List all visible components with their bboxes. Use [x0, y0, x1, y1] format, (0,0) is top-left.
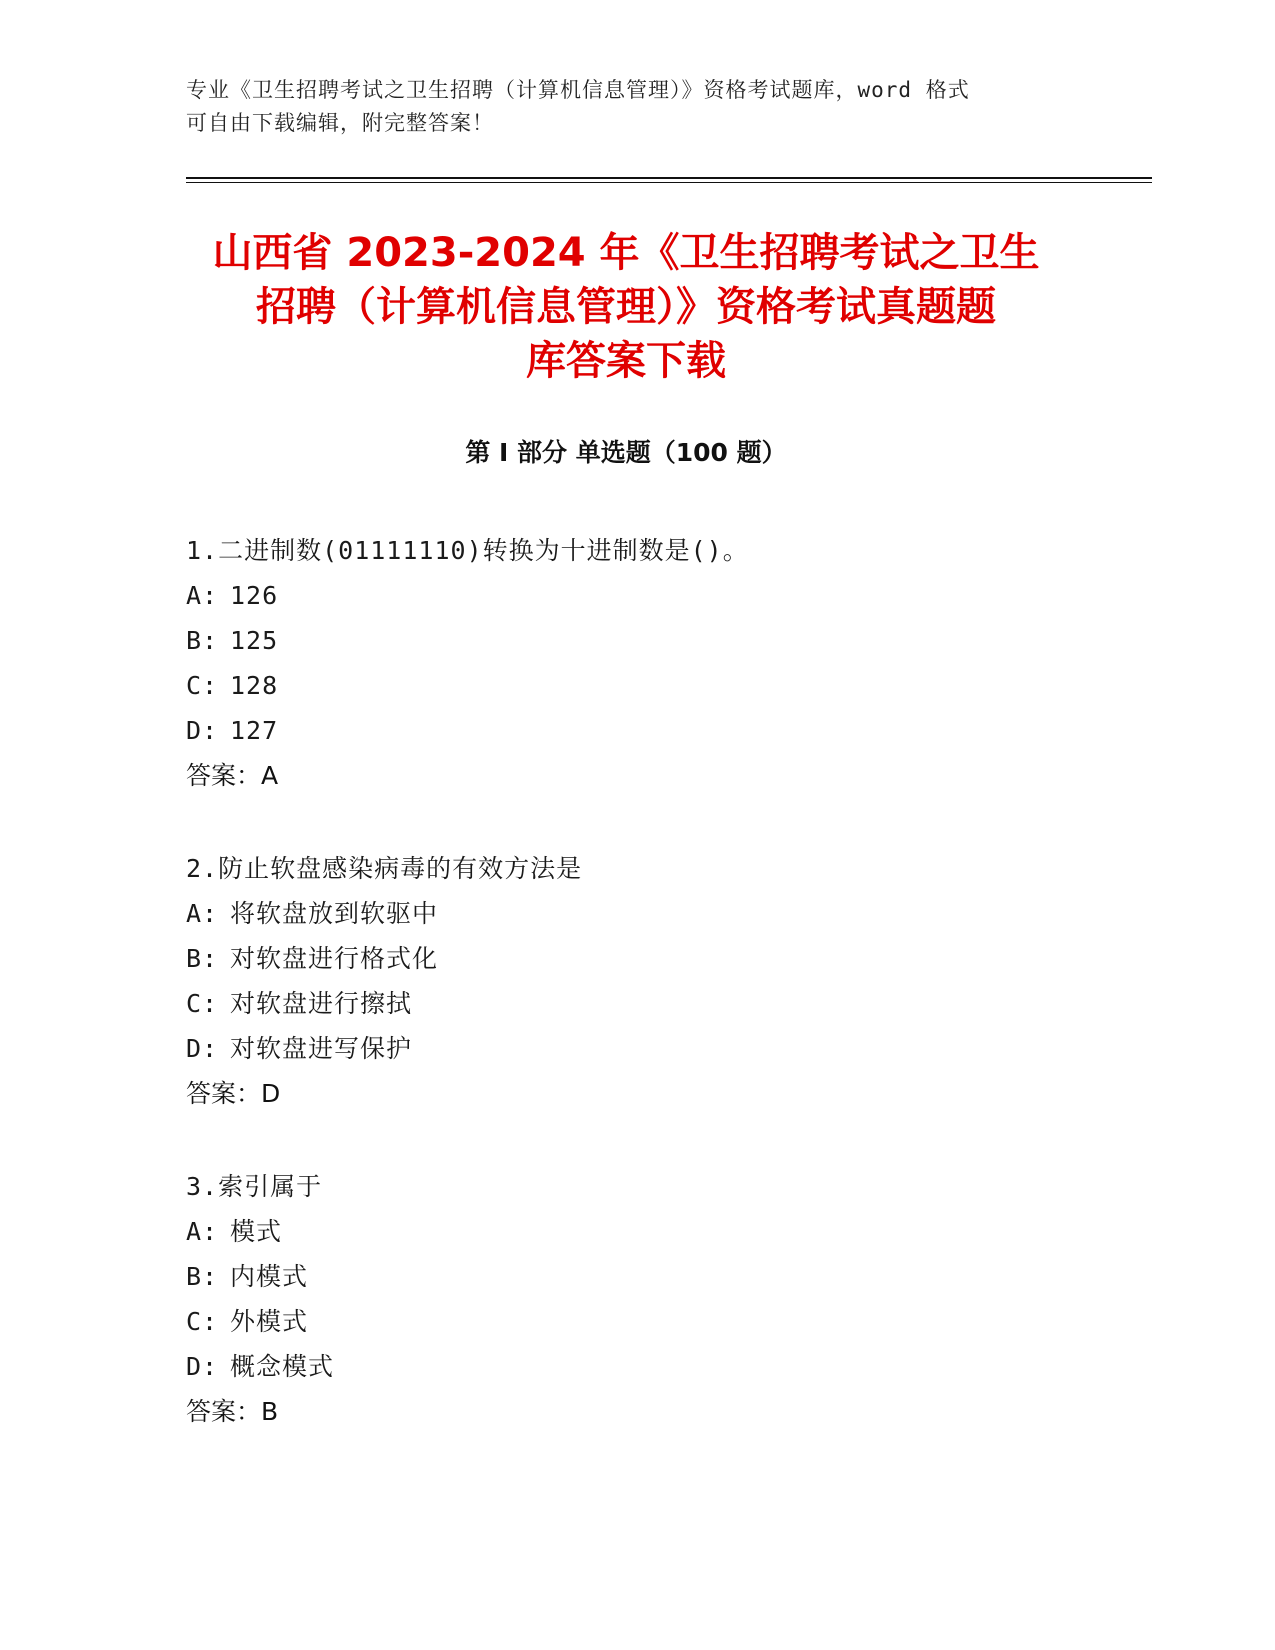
option-d: [186, 1026, 1086, 1071]
option-key: B:: [186, 1262, 219, 1291]
option-text: 125: [230, 626, 279, 655]
question-text: 2.防止软盘感染病毒的有效方法是: [186, 854, 583, 883]
option-key: D:: [186, 1352, 219, 1381]
option-text: 内模式: [230, 1262, 309, 1291]
option-text: 对软盘进行格式化: [230, 944, 439, 973]
answer: 答案：A: [186, 761, 279, 790]
section-title: 第 I 部分 单选题（100 题）: [465, 438, 787, 467]
question-text: 3.索引属于: [186, 1172, 323, 1201]
option-a: [186, 1209, 1086, 1254]
option-text: 对软盘进行擦拭: [230, 989, 413, 1018]
option-c: [186, 981, 1086, 1026]
option-key: A:: [186, 899, 219, 928]
option-text: 概念模式: [230, 1352, 335, 1381]
option-d: [186, 708, 1086, 753]
option-text: 外模式: [230, 1307, 309, 1336]
option-key: A:: [186, 581, 219, 610]
question-3: [186, 1164, 1086, 1434]
option-key: C:: [186, 1307, 219, 1336]
option-text: 将软盘放到软驱中: [230, 899, 439, 928]
option-key: B:: [186, 626, 219, 655]
header-note-line-2: 可自由下载编辑，附完整答案！: [186, 111, 494, 135]
header-note-line-1: 专业《卫生招聘考试之卫生招聘（计算机信息管理）》资格考试题库，word 格式: [186, 78, 970, 102]
option-d: [186, 1344, 1086, 1389]
option-b: [186, 1254, 1086, 1299]
option-a: [186, 573, 1086, 618]
question-1: [186, 528, 1086, 798]
option-text: 126: [230, 581, 279, 610]
header-rule-thin: [186, 182, 1152, 183]
option-key: A:: [186, 1217, 219, 1246]
option-a: [186, 891, 1086, 936]
question-2: [186, 846, 1086, 1116]
header-note: [186, 74, 1066, 140]
answer: 答案：D: [186, 1079, 281, 1108]
option-c: [186, 1299, 1086, 1344]
answer: 答案：B: [186, 1397, 279, 1426]
option-b: [186, 618, 1086, 663]
option-key: D:: [186, 716, 219, 745]
option-text: 对软盘进写保护: [230, 1034, 413, 1063]
option-key: D:: [186, 1034, 219, 1063]
option-b: [186, 936, 1086, 981]
document-title-line-2: 招聘（计算机信息管理）》资格考试真题题: [256, 284, 996, 330]
document-title-line-3: 库答案下载: [526, 338, 726, 384]
option-c: [186, 663, 1086, 708]
option-text: 127: [230, 716, 279, 745]
option-text: 模式: [230, 1217, 283, 1246]
option-key: C:: [186, 671, 219, 700]
document-title: [186, 226, 1066, 388]
option-key: C:: [186, 989, 219, 1018]
header-rule-thick: [186, 177, 1152, 179]
document-title-line-1: 山西省 2023-2024 年《卫生招聘考试之卫生: [212, 230, 1040, 276]
option-text: 128: [230, 671, 279, 700]
question-text: 1.二进制数(01111110)转换为十进制数是()。: [186, 536, 749, 565]
option-key: B:: [186, 944, 219, 973]
